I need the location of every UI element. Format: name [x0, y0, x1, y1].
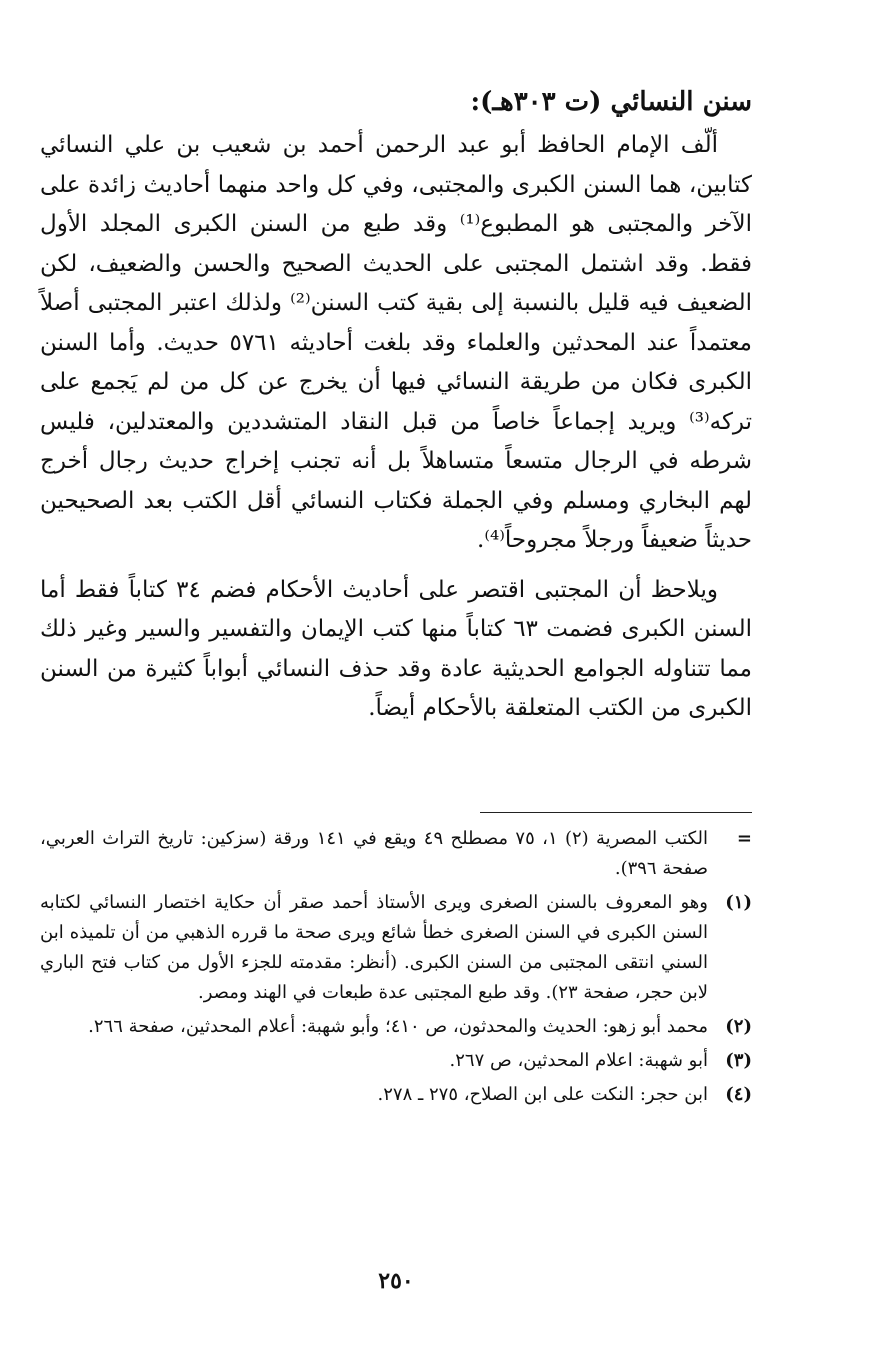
section-heading: سنن النسائي (ت ٣٠٣هـ):: [470, 87, 752, 117]
footnote-mark: (٣): [725, 1050, 752, 1071]
footnote-separator: [480, 812, 752, 813]
paragraph-2-text: ويلاحظ أن المجتبى اقتصر على أحاديث الأحكام فضم ٣٤ كتاباً فقط أما السنن الكبرى فضمت ٦٣ كتاباً منها كتب الإيمان والتفسير والسير وغير ذلك مما تتناوله الجوامع الحديثية عادة وقد حذف النسائي أبواباً كثيرة من السنن الكبرى من الكتب المتعلقة بالأحكام أيضاً.: [40, 576, 753, 721]
footnote-mark: =: [736, 828, 752, 849]
footnote-1: [40, 888, 752, 1008]
footnote-2: [40, 1012, 752, 1042]
paragraph-1-text: ألّف الإمام الحافظ أبو عبد الرحمن أحمد بن شعيب بن علي النسائي كتابين، هما السنن الكبرى والمجتبى، وفي كل واحد منهما أحاديث زائدة على الآخر والمجتبى هو المطبوع⁽¹⁾ وقد طبع من السنن الكبرى المجلد الأول فقط. وقد اشتمل المجتبى على الحديث الصحيح والحسن والضعيف، لكن الضعيف فيه قليل بالنسبة إلى بقية كتب السنن⁽²⁾ ولذلك اعتبر المجتبى أصلاً معتمداً عند المحدثين والعلماء وقد بلغت أحاديثه ٥٧٦١ حديث. وأما السنن الكبرى فكان من طريقة النسائي فيها أن يخرج عن كل من لم يَجمع على تركه⁽³⁾ ويريد إجماعاً خاصاً من قبل النقاد المتشددين والمعتدلين، فليس شرطه في الرجال متسعاً متساهلاً بل أنه تجنب إخراج حديث رجال أخرج لهم البخاري ومسلم وفي الجملة فكتاب النسائي أقل الكتب بعد الصحيحين حديثاً ضعيفاً ورجلاً مجروحاً⁽⁴⁾.: [40, 132, 753, 553]
footnote-mark: (٤): [725, 1084, 752, 1105]
footnote-mark: (٢): [725, 1016, 752, 1037]
footnote-text: محمد أبو زهو: الحديث والمحدثون، ص ٤١٠؛ وأبو شهبة: أعلام المحدثين، صفحة ٢٦٦.: [88, 1016, 708, 1037]
page-number: ٢٥٠: [378, 1268, 414, 1294]
paragraph-1: [40, 126, 752, 561]
footnote-4: [40, 1080, 752, 1110]
footnote-text: وهو المعروف بالسنن الصغرى ويرى الأستاذ أحمد صقر أن حكاية اختصار النسائي لكتابه السنن الكبرى في السنن الصغرى خطأ شائع ويرى صحة ما قرره الذهبي من أن تلميذه ابن السني انتقى المجتبى من السنن الكبرى. (أنظر: مقدمته للجزء الأول من كتاب فتح الباري لابن حجر، صفحة ٢٣). وقد طبع المجتبى عدة طبعات في الهند ومصر.: [40, 892, 708, 1003]
footnote-mark: (١): [725, 892, 752, 913]
footnote-text: الكتب المصرية (٢) ١، ٧٥ مصطلح ٤٩ ويقع في ١٤١ ورقة (سزكين: تاريخ التراث العربي، صفحة ٣٩٦).: [40, 828, 708, 879]
book-page: [40, 82, 752, 1352]
footnote-text: أبو شهبة: اعلام المحدثين، ص ٢٦٧.: [449, 1050, 708, 1071]
footnote-continuation: [40, 824, 752, 884]
footnotes: [40, 824, 752, 1114]
footnote-3: [40, 1046, 752, 1076]
main-text: [40, 126, 752, 729]
footnote-text: ابن حجر: النكت على ابن الصلاح، ٢٧٥ ـ ٢٧٨.: [377, 1084, 708, 1105]
paragraph-2: [40, 571, 752, 729]
